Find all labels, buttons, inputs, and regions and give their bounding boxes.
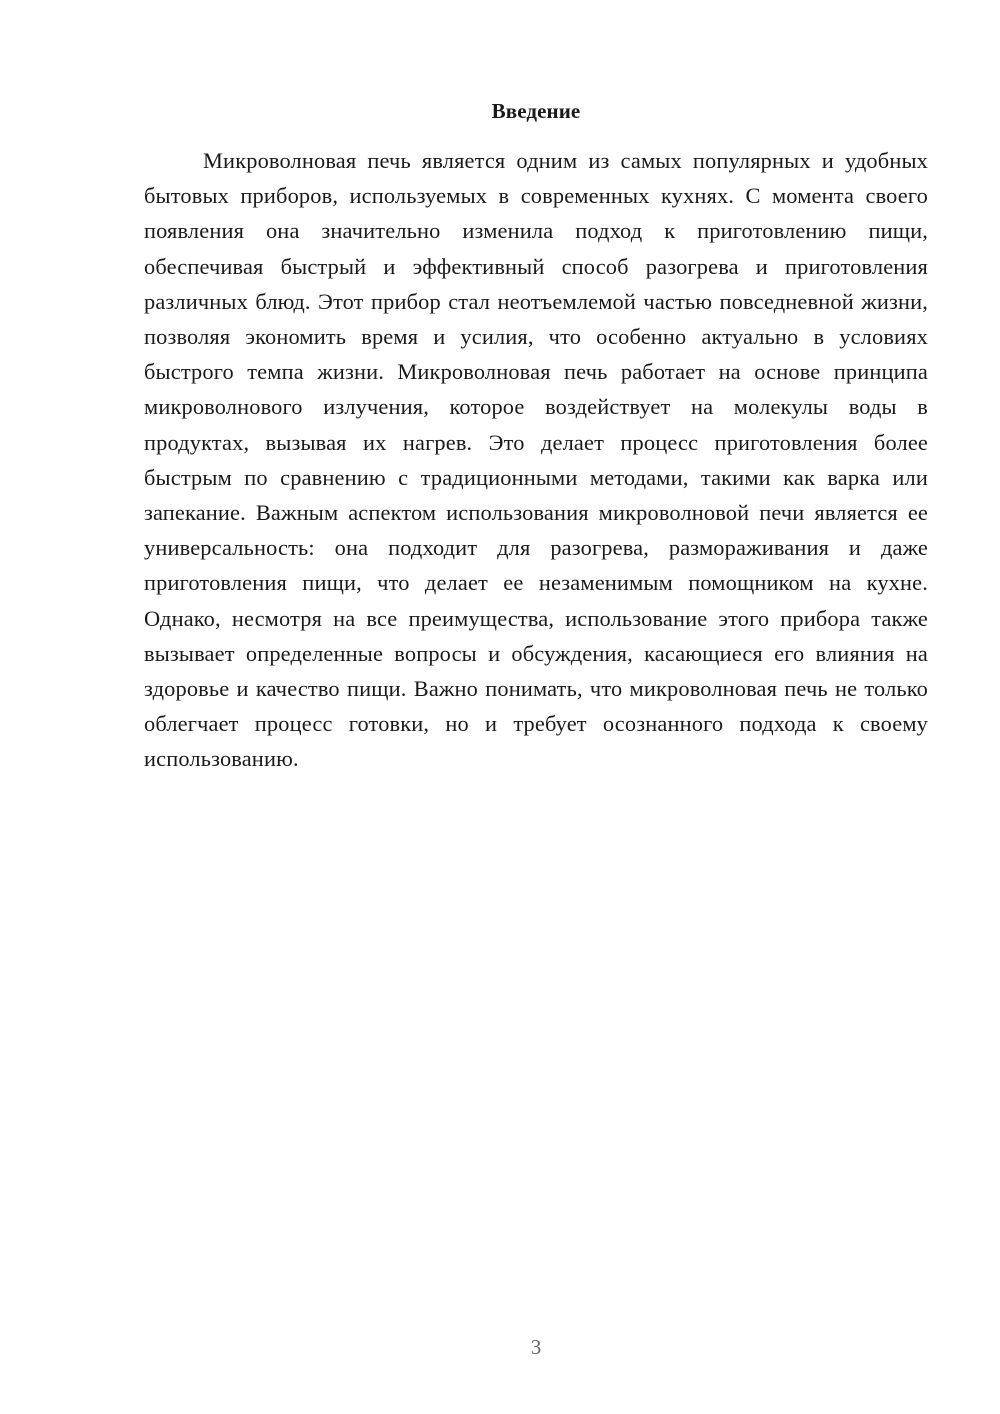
body-paragraph: Микроволновая печь является одним из самых популярных и удобных бытовых приборов, используемых в современных кухнях. С момента своего появления она значительно изменила подход к приготовлению пищи, обеспечивая быстрый и эффективный способ разогрева и приготовления различных блюд. Этот прибор стал неотъемлемой частью повседневной жизни, позволяя экономить время и усилия, что особенно актуально в условиях быстрого темпа жизни. Микроволновая печь работает на основе принципа микроволнового излучения, которое воздействует на молекулы воды в продуктах, вызывая их нагрев. Это делает процесс приготовления более быстрым по сравнению с традиционными методами, такими как варка или запекание. Важным аспектом использования микроволновой печи является ее универсальность: она подходит для разогрева, размораживания и даже приготовления пищи, что делает ее незаменимым помощником на кухне. Однако, несмотря на все преимущества, использование этого прибора также вызывает определенные вопросы и обсуждения, касающиеся его влияния на здоровье и качество пищи. Важно понимать, что микроволновая печь не только облегчает процесс готовки, но и требует осознанного подхода к своему использованию. <box>144 148 928 772</box>
page-number: 3 <box>530 1335 542 1359</box>
section-heading: Введение <box>491 99 581 123</box>
